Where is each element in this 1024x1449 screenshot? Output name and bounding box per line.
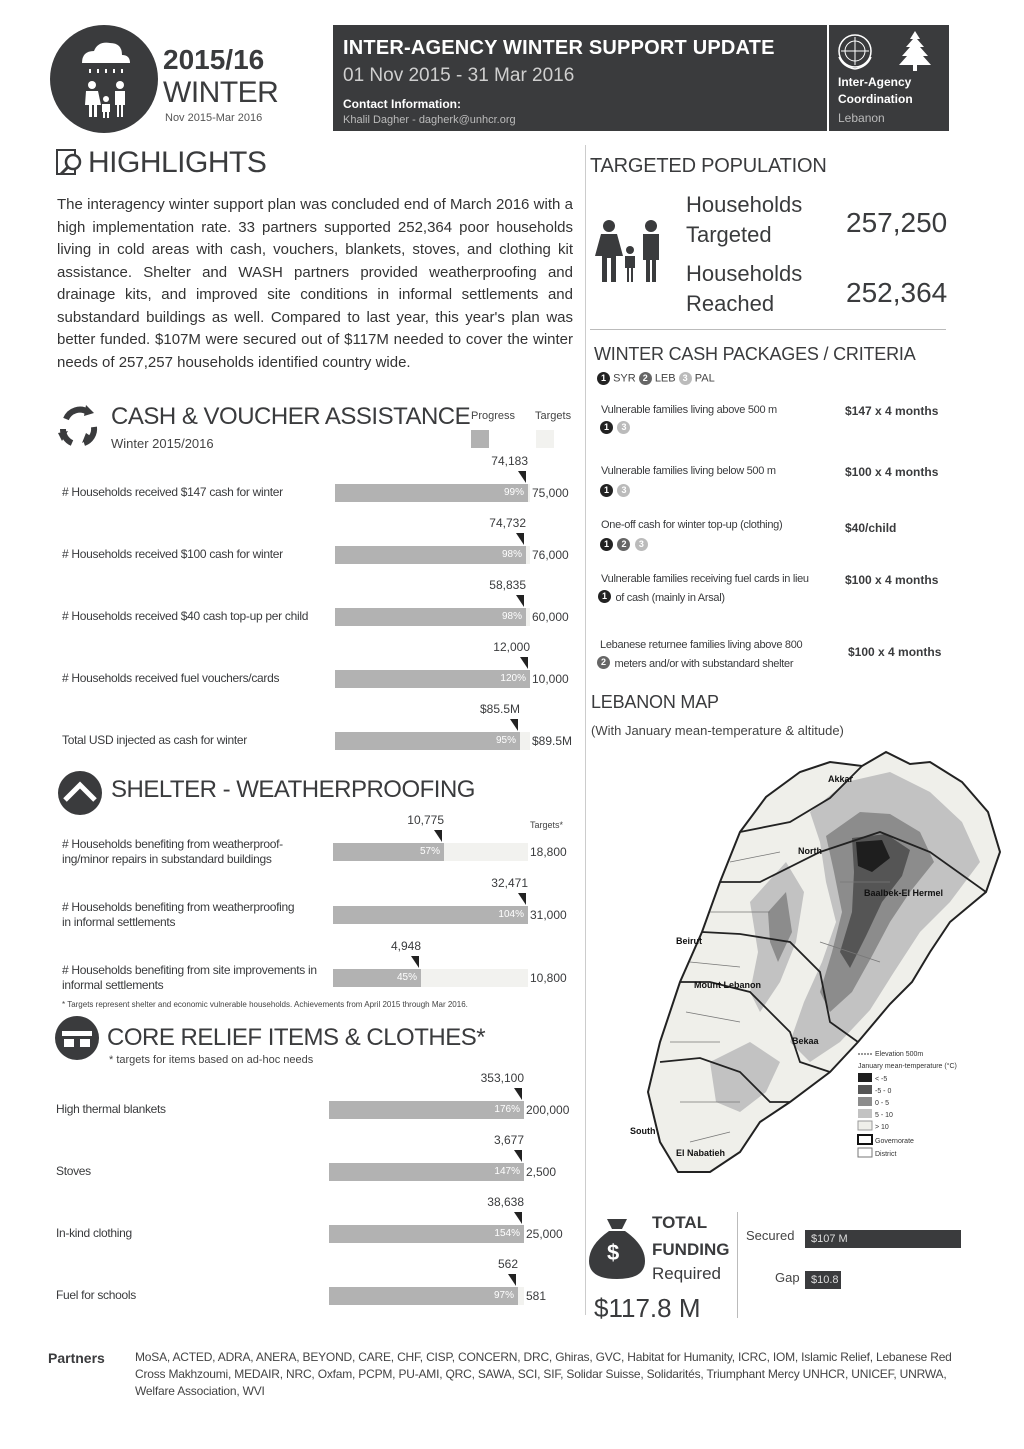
progress-flag-icon [516,533,524,545]
legend-label-pal: PAL [694,372,715,385]
clothes-items-icon [52,1015,102,1061]
bar-percent: 176% [494,1104,520,1115]
map-label-beirut: Beirut [676,936,703,946]
criteria-value: $40/child [845,521,897,535]
partners-label: Partners [48,1350,105,1366]
badge-pal: 3 [617,484,630,497]
bar-track [329,1287,524,1305]
progress-flag-icon [411,956,419,968]
bar-label: In-kind clothing [56,1226,132,1240]
bar-achieved-value: 32,471 [491,876,528,890]
criteria-label-line2: 2 meters and/or with substandard shelter [597,654,793,672]
bar-achieved-value: 10,775 [407,813,444,827]
reached-label-1: Households [686,261,803,286]
criteria-legend [597,372,715,385]
targeted-label-1: Households [686,192,803,217]
shelter-title: SHELTER - WEATHERPROOFING [111,776,475,803]
bar-percent: 154% [494,1228,520,1239]
progress-flag-icon [518,471,526,483]
map-label-south: South [630,1126,656,1136]
legend-label-leb: LEB [654,372,676,385]
cri-title: CORE RELIEF ITEMS & CLOTHES* [107,1024,486,1051]
bar-track [335,670,530,688]
bar-label: # Households benefiting from site improvements in [62,963,317,977]
bar-fill [335,608,526,626]
legend-governorate: Governorate [875,1138,914,1145]
bar-track [329,1163,524,1181]
population-title: TARGETED POPULATION [590,155,827,177]
legend-label-syr: SYR [613,372,636,385]
bar-percent: 99% [503,487,524,498]
bar-label: Total USD injected as cash for winter [62,733,247,747]
highlights-text: The interagency winter support plan was concluded end of March 2016 with a high implementation rate. 33 partners supported 252,364 poor households living in cold areas with cash, vouchers, blankets, stoves, and clothing kit assistance. Shelter and WASH partners provided weatherproofing and drainage kits, and improved site conditions in informal settlements and substandard buildings as well. Compared to last year, this year's plan was better funded. $107M were secured out of $117M needed to cover the winter needs of 257,257 households identified country wide. [57,196,573,371]
bar-target-value: 18,800 [530,845,567,859]
bar-track [335,484,530,502]
bar-track [333,969,528,987]
map-label-nabatieh: El Nabatieh [676,1148,726,1158]
legend-bin: 0 - 5 [875,1100,890,1107]
page-title: INTER-AGENCY WINTER SUPPORT UPDATE [343,37,775,59]
secured-label: Secured [746,1228,795,1243]
dollar-icon: $ [607,1240,620,1265]
legend-elevation: Elevation 500m [875,1051,924,1058]
bar-label: High thermal blankets [56,1102,166,1116]
targeted-value: 257,250 [846,207,948,238]
badge-pal: 3 [635,538,648,551]
bar-achieved-value: 353,100 [480,1071,524,1085]
un-emblem-icon [835,31,875,71]
progress-flag-icon [510,719,518,731]
bar-achieved-value: 12,000 [493,640,530,654]
bar-fill [329,1163,524,1181]
bar-percent: 147% [494,1166,520,1177]
criteria-badges [600,482,630,500]
badge-syr: 1 [600,484,613,497]
bar-target-value: 25,000 [526,1227,563,1241]
badge-pal: 3 [617,421,630,434]
criteria-value: $100 x 4 months [845,465,939,479]
bar-track [335,732,530,750]
bar-percent: 57% [419,846,440,857]
bar-fill [329,1287,518,1305]
column-divider [585,145,586,1315]
org-line-2: Coordination [838,92,913,106]
badge-syr: 1 [600,421,613,434]
bar-target-value: 10,000 [532,672,569,686]
legend-targets-swatch [536,430,554,448]
bar-percent: 95% [495,735,516,746]
criteria-label: Lebanese returnee families living above 800 [600,639,803,651]
bar-label-line2: in informal settlements [62,915,176,929]
funding-title-2: FUNDING [652,1240,730,1259]
bar-target-value: 75,000 [532,486,569,500]
progress-flag-icon [514,1212,522,1224]
gap-label: Gap [775,1270,800,1285]
bar-fill [335,546,526,564]
shelter-footnote: * Targets represent shelter and economic vulnerable households. Achievements from April 2015 through Mar 2016. [62,1000,468,1009]
bar-achieved-value: 58,835 [489,578,526,592]
reached-value: 252,364 [846,277,948,308]
banner-divider [827,25,829,131]
criteria-title: WINTER CASH PACKAGES / CRITERIA [594,344,916,364]
legend-progress-label: Progress [471,410,516,422]
season-year: 2015/16 [163,44,265,75]
bar-track [329,1225,524,1243]
criteria-badges [600,536,648,554]
legend-bin: > 10 [875,1124,889,1131]
bar-fill [335,670,530,688]
bar-percent: 98% [501,549,522,560]
bar-achieved-value: 74,183 [491,454,528,468]
bar-achieved-value: 562 [497,1257,518,1271]
criteria-value: $100 x 4 months [848,645,942,659]
secured-bar: $107 M [805,1230,961,1248]
map-subtitle: (With January mean-temperature & altitude) [591,723,844,738]
contact-line[interactable]: Khalil Dagher - dagherk@unhcr.org [343,114,516,126]
legend-district: District [875,1151,897,1158]
criteria-label: Vulnerable families living above 500 m [601,404,777,416]
criteria-label: Vulnerable families receiving fuel cards in lieu [601,573,809,585]
legend-bin: < -5 [875,1076,888,1083]
winter-logo [50,25,158,133]
bar-track [333,843,528,861]
funding-title-1: TOTAL [652,1213,708,1232]
lebanon-map[interactable] [590,742,1020,1182]
bar-target-value: 200,000 [526,1103,570,1117]
progress-flag-icon [434,830,442,842]
bar-label-line2: informal settlements [62,978,164,992]
criteria-label-line2: 1 of cash (mainly in Arsal) [598,588,725,606]
bar-target-value: 31,000 [530,908,567,922]
house-roof-icon [57,770,103,816]
bar-achieved-value: 3,677 [493,1133,524,1147]
bar-target-value: 60,000 [532,610,569,624]
bar-target-value: 2,500 [526,1165,557,1179]
badge-syr: 1 [600,538,613,551]
cash-title: CASH & VOUCHER ASSISTANCE [111,403,471,430]
partners-list: MoSA, ACTED, ADRA, ANERA, BEYOND, CARE, CHF, CISP, CONCERN, DRC, Ghiras, GVC, Habitat for Humanity, ICRC, IOM, Islamic Relief, Lebanese Red Cross Makhzoumi, MEDAIR, NRC, Oxfam, PCPM, PU-AMI, QRC, SAWA, SCI, SIF, Solidar Suisse, Solidarités, Triumphant Mercy UNHCR, UNICEF, UNRWA, Welfare Association, WVI [135,1350,952,1398]
org-line-3: Lebanon [838,111,885,125]
magnifier-icon [55,148,85,178]
contact-label: Contact Information: [343,97,461,111]
bar-fill [333,969,421,987]
bar-fill [333,906,528,924]
legend-progress-swatch [471,430,489,448]
legend-num-1: 1 [597,372,610,385]
progress-flag-icon [514,1150,522,1162]
bar-track [335,608,530,626]
criteria-label: One-off cash for winter top-up (clothing) [601,519,783,531]
report-dates: 01 Nov 2015 - 31 Mar 2016 [343,65,575,86]
progress-flag-icon [514,1088,522,1100]
bar-percent: 98% [501,611,522,622]
criteria-value: $100 x 4 months [845,573,939,587]
org-line-1: Inter-Agency [838,75,912,89]
targeted-label-2: Targeted [686,222,772,247]
badge-leb: 2 [617,538,630,551]
map-label-north: North [798,846,822,856]
family-rain-icon [50,25,158,133]
funding-divider [737,1212,738,1318]
bar-label: # Households received $40 cash top-up per child [62,609,309,623]
bar-label-line2: ing/minor repairs in substandard buildings [62,852,272,866]
legend-temperature: January mean-temperature (°C) [858,1063,957,1070]
header-banner [333,25,949,131]
season-range: Nov 2015-Mar 2016 [165,112,263,124]
legend-bin: -5 - 0 [875,1088,892,1095]
map-title: LEBANON MAP [591,692,719,712]
legend-bin: 5 - 10 [875,1112,893,1119]
highlights-title: HIGHLIGHTS [88,146,267,179]
map-label-akkar: Akkar [828,774,854,784]
progress-flag-icon [516,595,524,607]
bar-achieved-value: 4,948 [390,939,421,953]
badge-leb: 2 [597,656,610,669]
bar-track [335,546,530,564]
bar-track [329,1101,524,1119]
bar-label: # Households benefiting from weatherproof- [62,837,283,851]
bar-achieved-value: 74,732 [489,516,526,530]
progress-flag-icon [520,657,528,669]
bar-label: # Households received fuel vouchers/cards [62,671,280,685]
bar-label: # Households received $100 cash for winter [62,547,283,561]
funding-title-3: Required [652,1264,721,1283]
legend-num-2: 2 [639,372,652,385]
bar-percent: 104% [498,909,524,920]
shelter-targets-label: Targets* [530,820,564,830]
bar-fill [329,1225,524,1243]
map-label-baalbek: Baalbek-El Hermel [864,888,944,898]
progress-flag-icon [508,1274,516,1286]
bar-label: # Households received $147 cash for winter [62,485,283,499]
bar-target-value: 10,800 [530,971,567,985]
bar-achieved-value: 38,638 [487,1195,524,1209]
bar-target-value: 76,000 [532,548,569,562]
bar-percent: 120% [500,673,526,684]
legend-num-3: 3 [679,372,692,385]
bar-fill [333,843,444,861]
badge-syr: 1 [598,590,611,603]
map-label-bekaa: Bekaa [792,1036,819,1046]
bar-fill [329,1101,524,1119]
criteria-badges [600,419,630,437]
bar-percent: 97% [493,1290,514,1301]
season-name: WINTER [163,76,279,109]
bar-fill [335,732,520,750]
bar-fill [335,484,528,502]
criteria-value: $147 x 4 months [845,404,939,418]
bar-percent: 45% [396,972,417,983]
progress-flag-icon [518,893,526,905]
criteria-label: Vulnerable families living below 500 m [601,465,776,477]
recycle-arrows-icon [56,403,102,449]
gap-bar: $10.8 [805,1271,841,1289]
bar-label: Fuel for schools [56,1288,136,1302]
bar-achieved-value: $85.5M [479,702,520,716]
cedar-tree-icon [895,29,935,73]
bar-target-value: $89.5M [532,734,573,748]
legend-targets-label: Targets [535,410,572,422]
bar-target-value: 581 [526,1289,547,1303]
bar-track [333,906,528,924]
funding-amount: $117.8 M [594,1293,701,1323]
bar-label: # Households benefiting from weatherproofing [62,900,295,914]
bar-label: Stoves [56,1164,91,1178]
cri-subtitle: * targets for items based on ad-hoc needs [109,1054,314,1066]
cash-subtitle: Winter 2015/2016 [111,436,214,451]
population-divider [590,329,946,330]
map-label-mount-lebanon: Mount Lebanon [694,980,761,990]
reached-label-2: Reached [686,291,775,316]
family-icon [595,218,667,284]
